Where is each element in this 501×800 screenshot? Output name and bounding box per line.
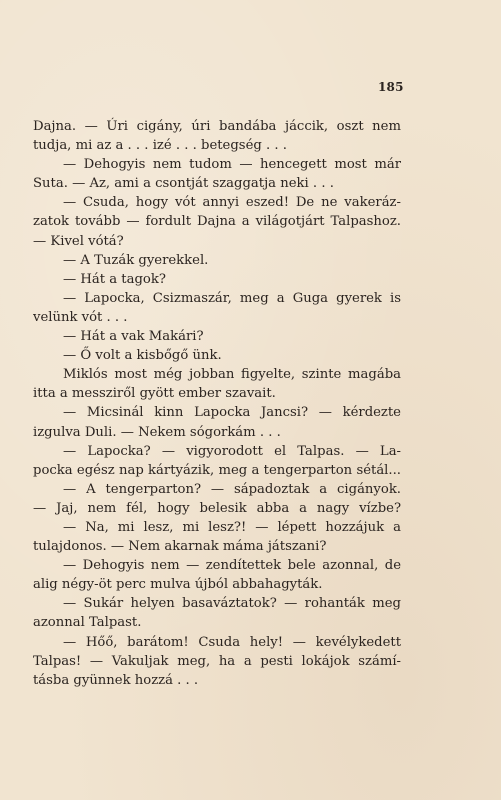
text-line: zatok tovább — fordult Dajna a világotjárt Talpashoz. xyxy=(33,214,401,230)
text-line: tudja, mi az a . . . izé . . . betegség . . . xyxy=(33,138,287,154)
text-line: itta a messziről gyött ember szavait. xyxy=(33,386,276,402)
text-line: alig négy-öt perc mulva újból abbahagyták. xyxy=(33,577,323,593)
text-line: — A tengerparton? — sápadoztak a cigányok. xyxy=(63,481,401,497)
text-line: Talpas! — Vakuljak meg, ha a pesti lokájok számí- xyxy=(33,653,401,669)
text-line: velünk vót . . . xyxy=(33,309,128,325)
text-line: tulajdonos. — Nem akarnak máma játszani? xyxy=(33,539,327,555)
text-line: Dajna. — Úri cigány, úri bandába jáccik, oszt nem xyxy=(33,119,401,134)
text-line: — Hőő, barátom! Csuda hely! — kevélykedett xyxy=(63,634,401,650)
text-line: — Dehogyis nem — zendítettek bele azonnal, de xyxy=(63,558,401,574)
text-line: — Ő volt a kisbőgő ünk. xyxy=(63,348,222,364)
text-line: — Kivel vótá? xyxy=(33,233,124,249)
text-line: — A Tuzák gyerekkel. xyxy=(63,252,209,268)
text-line: — Lapocka? — vigyorodott el Talpas. — La- xyxy=(63,443,401,459)
text-line: — Jaj, nem fél, hogy belesik abba a nagy vízbe? xyxy=(33,500,401,516)
text-line: — Lapocka, Csizmaszár, meg a Guga gyerek is xyxy=(63,290,401,306)
text-line: Suta. — Az, ami a csontját szaggatja neki . . . xyxy=(33,176,334,192)
text-line: tásba gyünnek hozzá . . . xyxy=(33,672,199,688)
text-line: azonnal Talpast. xyxy=(33,615,142,631)
text-line: pocka egész nap kártyázik, meg a tengerparton sétál... xyxy=(33,462,401,478)
text-line: — Csuda, hogy vót annyi eszed! De ne vakeráz- xyxy=(63,195,401,211)
text-line: — Hát a vak Makári? xyxy=(63,329,204,345)
text-line: — Dehogyis nem tudom — hencegett most már xyxy=(63,157,401,173)
text-line: — Na, mi lesz, mi lesz?! — lépett hozzájuk a xyxy=(63,519,401,535)
text-line: — Sukár helyen basaváztatok? — rohanták meg xyxy=(63,596,401,612)
text-line: — Hát a tagok? xyxy=(63,271,166,287)
body-text xyxy=(33,117,401,690)
text-line: izgulva Duli. — Nekem sógorkám . . . xyxy=(33,424,281,440)
text-line: Miklós most még jobban figyelte, szinte magába xyxy=(63,367,401,383)
text-line: — Micsinál kinn Lapocka Jancsi? — kérdezte xyxy=(63,405,401,421)
page-number: 185 xyxy=(378,80,404,94)
